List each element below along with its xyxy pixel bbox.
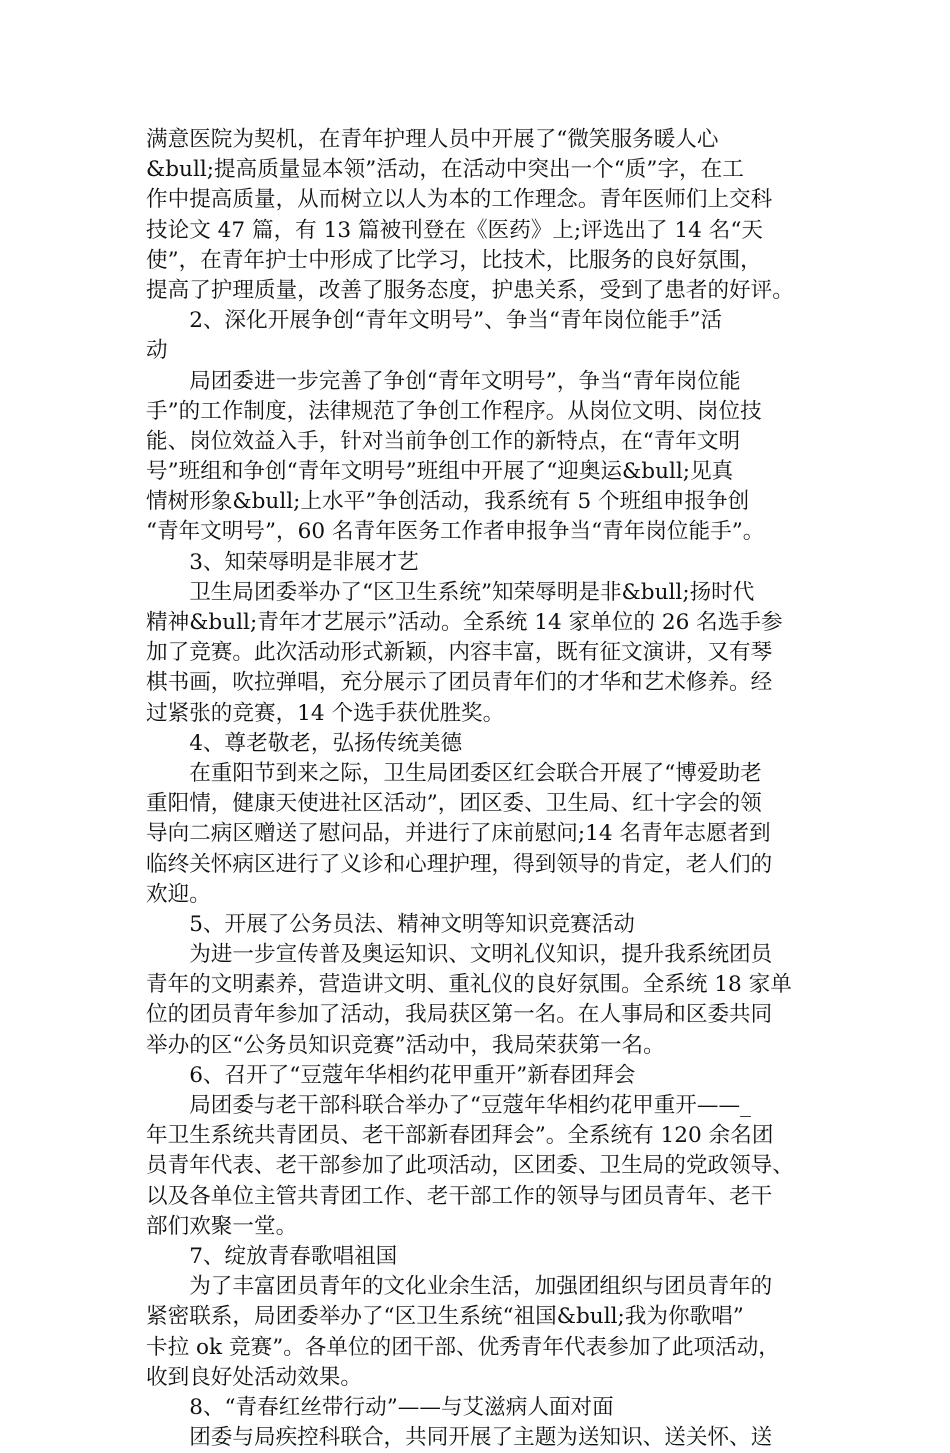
text-line: 2、深化开展争创“青年文明号”、争当“青年岗位能手”活 (146, 308, 723, 334)
text-line: 6、召开了“豆蔻年华相约花甲重开”新春团拜会 (146, 1062, 636, 1088)
text-line: 加了竞赛。此次活动形式新颖，内容丰富，既有征文演讲，又有琴 (146, 640, 773, 666)
text-line: 为了丰富团员青年的文化业余生活，加强团组织与团员青年的 (146, 1274, 773, 1300)
text-line: 技论文 47 篇，有 13 篇被刊登在《医药》上;评选出了 14 名“天 (146, 217, 763, 243)
text-line: 员青年代表、老干部参加了此项活动，区团委、卫生局的党政领导、 (146, 1153, 794, 1179)
text-line: 提高了护理质量，改善了服务态度，护患关系，受到了患者的好评。 (146, 277, 794, 303)
text-line: 3、知荣辱明是非展才艺 (146, 549, 419, 575)
text-line: 年卫生系统共青团员、老干部新春团拜会”。全系统有 120 余名团 (146, 1123, 774, 1149)
text-line: 作中提高质量，从而树立以人为本的工作理念。青年医师们上交科 (146, 187, 773, 213)
text-line: 动 (146, 338, 168, 364)
text-line: 7、绽放青春歌唱祖国 (146, 1243, 398, 1269)
text-line: 满意医院为契机，在青年护理人员中开展了“微笑服务暖人心 (146, 127, 719, 152)
text-line: 号”班组和争创“青年文明号”班组中开展了“迎奥运&bull;见真 (146, 459, 734, 485)
text-line: 部们欢聚一堂。 (146, 1213, 298, 1239)
text-line: 团委与局疾控科联合，共同开展了主题为送知识、送关怀、送 (146, 1425, 773, 1451)
text-line: 局团委进一步完善了争创“青年文明号”，争当“青年岗位能 (146, 368, 741, 394)
text-line: 在重阳节到来之际，卫生局团委区红会联合开展了“博爱助老 (146, 760, 762, 786)
text-line: 导向二病区赠送了慰问品，并进行了床前慰问;14 名青年志愿者到 (146, 821, 771, 847)
text-line: 使”，在青年护士中形成了比学习，比技术，比服务的良好氛围， (146, 247, 762, 273)
text-line: 局团委与老干部科联合举办了“豆蔻年华相约花甲重开——_ (146, 1093, 751, 1118)
text-line: 青年的文明素养，营造讲文明、重礼仪的良好氛围。全系统 18 家单 (146, 972, 792, 998)
text-line: 4、尊老敬老，弘扬传统美德 (146, 730, 463, 756)
text-line: 能、岗位效益入手，针对当前争创工作的新特点，在“青年文明 (146, 428, 741, 454)
text-line: 临终关怀病区进行了义诊和心理护理，得到领导的肯定，老人们的 (146, 851, 773, 877)
text-line: 欢迎。 (146, 881, 211, 907)
text-line: 位的团员青年参加了活动，我局获区第一名。在人事局和区委共同 (146, 1002, 773, 1028)
text-line: 紧密联系，局团委举办了“区卫生系统“祖国&bull;我为你歌唱” (146, 1304, 744, 1330)
text-line: 卡拉 ok 竞赛”。各单位的团干部、优秀青年代表参加了此项活动， (146, 1334, 780, 1360)
text-line: 精神&bull;青年才艺展示”活动。全系统 14 家单位的 26 名选手参 (146, 610, 783, 635)
text-line: 过紧张的竞赛，14 个选手获优胜奖。 (146, 700, 505, 726)
text-line: 8、“青春红丝带行动”——与艾滋病人面对面 (146, 1394, 614, 1420)
text-line: 举办的区“公务员知识竞赛”活动中，我局荣获第一名。 (146, 1032, 665, 1058)
text-line: 5、开展了公务员法、精神文明等知识竞赛活动 (146, 911, 635, 937)
text-line: 卫生局团委举办了“区卫生系统”知荣辱明是非&bull;扬时代 (146, 579, 755, 605)
text-line: 重阳情，健康天使进社区活动”，团区委、卫生局、红十字会的领 (146, 791, 762, 817)
text-line: 收到良好处活动效果。 (146, 1364, 362, 1390)
text-line: 棋书画，吹拉弹唱，充分展示了团员青年们的才华和艺术修养。经 (146, 670, 773, 696)
text-line: 为进一步宣传普及奥运知识、文明礼仪知识，提升我系统团员 (146, 942, 773, 968)
text-line: 以及各单位主管共青团工作、老干部工作的领导与团员青年、老干 (146, 1183, 773, 1209)
text-line: 情树形象&bull;上水平”争创活动，我系统有 5 个班组申报争创 (146, 489, 750, 515)
document-body-text (146, 125, 822, 1453)
text-line: 手”的工作制度，法律规范了争创工作程序。从岗位文明、岗位技 (146, 398, 762, 424)
text-line: &bull;提高质量显本领”活动，在活动中突出一个“质”字，在工 (146, 157, 744, 183)
text-line: “青年文明号”，60 名青年医务工作者申报争当“青年岗位能手”。 (146, 519, 765, 545)
